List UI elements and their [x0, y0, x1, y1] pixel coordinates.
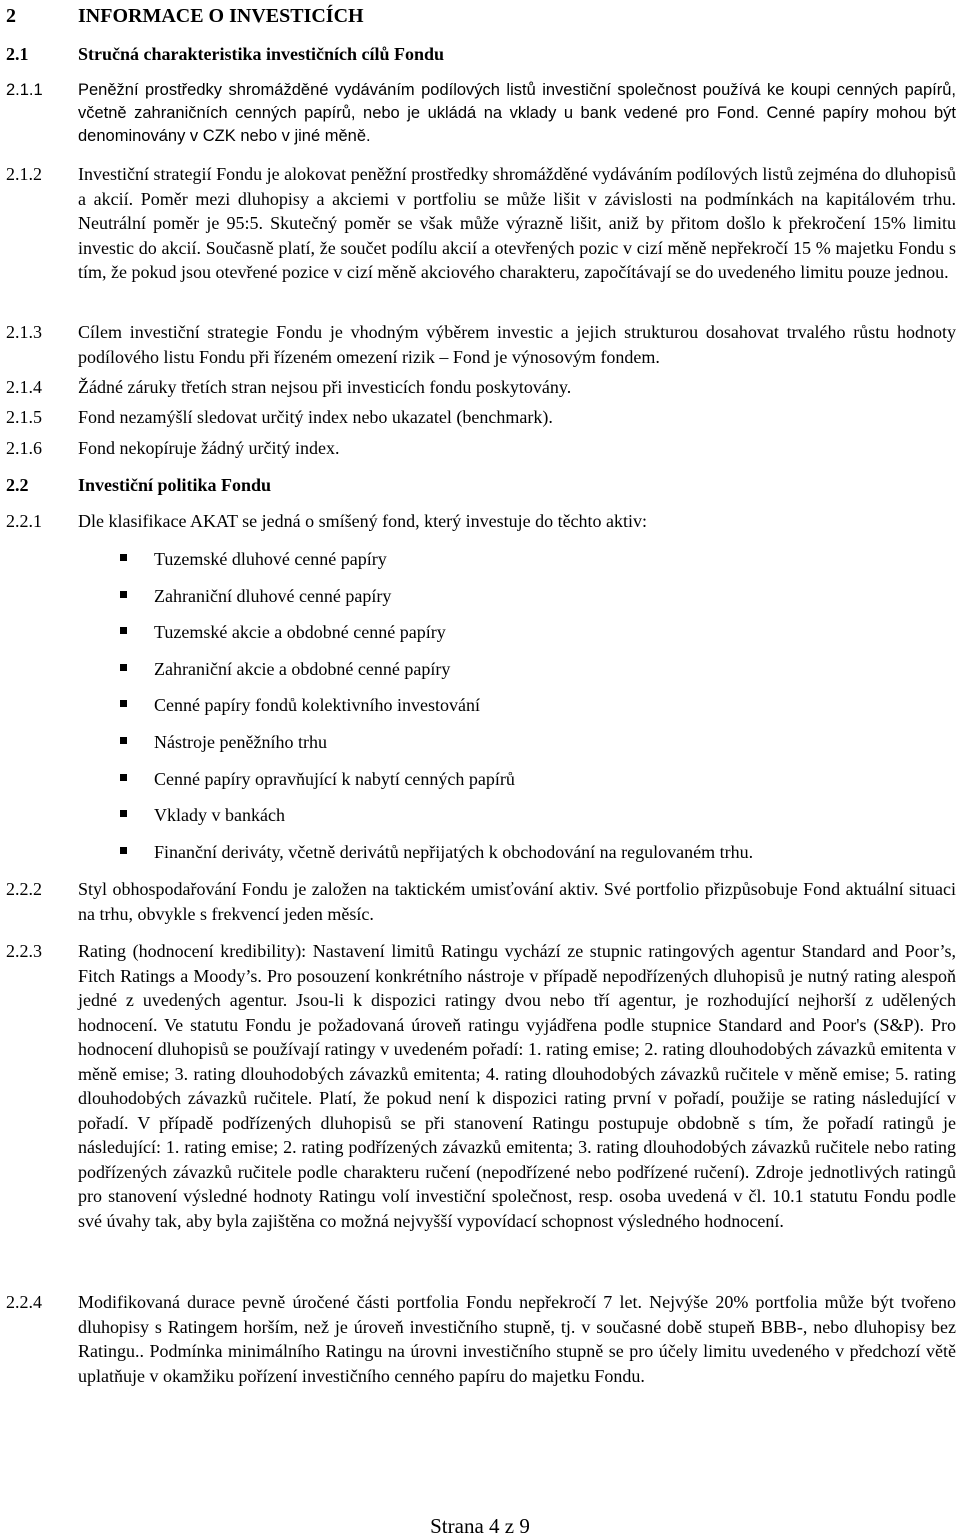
- paragraph-number: 2.1.1: [6, 81, 43, 99]
- list-item: Cenné papíry opravňující k nabytí cenných papírů: [120, 766, 900, 803]
- paragraph-number: 2.1.3: [6, 322, 42, 342]
- paragraph-text: Peněžní prostředky shromážděné vydáváním podílových listů investiční společnost používá ke koupi cenných papírů, včetně zahraničních cenných papírů, nebo je ukládá na vklady u bank vedené pro Fond. Cenné papíry mohou být denominovány v CZK nebo v jiné měně.: [78, 81, 956, 145]
- square-bullet-icon: [120, 664, 127, 671]
- square-bullet-icon: [120, 554, 127, 561]
- list-item: Zahraniční dluhové cenné papíry: [120, 583, 900, 620]
- paragraph-number: 2.2.4: [6, 1292, 42, 1312]
- paragraph-number: 2.1.2: [6, 164, 42, 184]
- list-item: Nástroje peněžního trhu: [120, 729, 900, 766]
- paragraph-2-2-1: [6, 509, 956, 534]
- paragraph-number: 2.1.5: [6, 407, 42, 427]
- paragraph-2-1-2: [6, 162, 956, 285]
- paragraph-text: Rating (hodnocení kredibility): Nastavení limitů Ratingu vychází ze stupnic ratingových agentur Standard and Poor’s, Fitch Ratings a Moody’s. Pro posouzení konkrétního nástroje v případě nepodřízených dluhopisů je nutný rating alespoň jedné z uvedených agentur. Jsou-li k dispozici ratingy dvou nebo tří agentur, je rozhodující nejhorší z udělených hodnocení. Ve statutu Fondu je požadovaná úroveň ratingu vyjádřena podle stupnice Standard and Poor's (S&P). Pro hodnocení dluhopisů se používají ratingy v uvedeném pořadí: 1. rating emise; 2. rating dlouhodobých závazků emitenta v měně emise; 3. rating dlouhodobých závazků emitenta; 4. rating dlouhodobých závazků ručitele v měně emise; 5. rating dlouhodobých závazků ručitele. Platí, že pokud není k dispozici rating první v pořadí, použije se rating následující v pořadí. V případě podřízených dluhopisů se při stanovení Ratingu postupuje obdobně s tím, že pořadí ratingů je následující: 1. rating emise; 2. rating podřízených závazků emitenta; 3. rating dlouhodobých závazků ručitele nebo rating podřízených závazků ručitele podle charakteru ručení (nepodřízené nebo podřízené ručení). Zdroje jednotlivých ratingů pro stanovení výsledné hodnoty Ratingu volí investiční společnost, resp. osoba uvedená v čl. 10.1 statutu Fondu podle své úvahy tak, aby byla zajištěna co možná nejvyšší vypovídací schopnost výsledného hodnocení.: [78, 941, 956, 1231]
- paragraph-text: Cílem investiční strategie Fondu je vhodným výběrem investic a jejich strukturou dosahovat trvalého růstu hodnoty podílového listu Fondu při řízeném omezení rizik – Fond je výnosovým fondem.: [78, 322, 956, 367]
- chapter-title: INFORMACE O INVESTICÍCH: [78, 5, 364, 27]
- square-bullet-icon: [120, 810, 127, 817]
- paragraph-number: 2.2.2: [6, 879, 42, 899]
- section-number: 2.2: [6, 475, 29, 495]
- square-bullet-icon: [120, 737, 127, 744]
- square-bullet-icon: [120, 774, 127, 781]
- list-item: Vklady v bankách: [120, 802, 900, 839]
- paragraph-2-2-2: [6, 877, 956, 926]
- section-title: Stručná charakteristika investičních cílů Fondu: [78, 44, 445, 64]
- section-heading-2-1: [6, 42, 444, 66]
- paragraph-text: Dle klasifikace AKAT se jedná o smíšený fond, který investuje do těchto aktiv:: [78, 511, 648, 531]
- chapter-number: 2: [6, 5, 16, 27]
- paragraph-text: Styl obhospodařování Fondu je založen na taktickém umisťování aktiv. Své portfolio přizpůsobuje Fond aktuální situaci na trhu, obvykle s frekvencí jeden měsíc.: [78, 879, 956, 924]
- section-heading-2-2: [6, 473, 271, 497]
- list-item: Cenné papíry fondů kolektivního investování: [120, 692, 900, 729]
- section-title: Investiční politika Fondu: [78, 475, 272, 495]
- chapter-heading: [6, 4, 364, 28]
- paragraph-text: Investiční strategií Fondu je alokovat peněžní prostředky shromážděné vydáváním podílových listů zejména do dluhopisů a akcií. Poměr mezi dluhopisy a akciemi v portfoliu se může lišit v závislosti na podmínkách na kapitálovém trhu. Neutrální poměr je 95:5. Skutečný poměr se však může výrazně lišit, aniž by přitom došlo k překročení 15% limitu investic do akcií. Současně platí, že součet podílu akcií a otevřených pozic v cizí měně nepřekročí 15 % majetku Fondu s tím, že pokud jsou otevřené pozice v cizí měně akciového charakteru, započítávají se do uvedeného limitu pouze jednou.: [78, 164, 956, 282]
- section-number: 2.1: [6, 44, 29, 64]
- square-bullet-icon: [120, 847, 127, 854]
- page-number-footer: Strana 4 z 9: [430, 1514, 530, 1538]
- paragraph-2-1-6: [6, 436, 956, 461]
- paragraph-2-2-4: [6, 1290, 956, 1388]
- paragraph-2-1-3: [6, 320, 956, 369]
- paragraph-number: 2.1.6: [6, 438, 42, 458]
- list-item: Zahraniční akcie a obdobné cenné papíry: [120, 656, 900, 693]
- list-item: Tuzemské dluhové cenné papíry: [120, 546, 900, 583]
- square-bullet-icon: [120, 700, 127, 707]
- paragraph-number: 2.2.1: [6, 511, 42, 531]
- paragraph-2-1-1: [6, 79, 956, 148]
- paragraph-number: 2.1.4: [6, 377, 42, 397]
- list-item: Tuzemské akcie a obdobné cenné papíry: [120, 619, 900, 656]
- paragraph-text: Fond nekopíruje žádný určitý index.: [78, 438, 340, 458]
- paragraph-text: Žádné záruky třetích stran nejsou při investicích fondu poskytovány.: [78, 377, 572, 397]
- list-item: Finanční deriváty, včetně derivátů nepřijatých k obchodování na regulovaném trhu.: [120, 839, 900, 876]
- paragraph-2-1-5: [6, 405, 956, 430]
- paragraph-2-2-3: [6, 939, 956, 1233]
- paragraph-2-1-4: [6, 375, 956, 400]
- paragraph-number: 2.2.3: [6, 941, 42, 961]
- paragraph-text: Fond nezamýšlí sledovat určitý index nebo ukazatel (benchmark).: [78, 407, 553, 427]
- paragraph-text: Modifikovaná durace pevně úročené části portfolia Fondu nepřekročí 7 let. Nejvýše 20% portfolia může být tvořeno dluhopisy s Ratingem horším, než je úroveň investičního stupně, tj. v současné době stupeň BBB-, nebo dluhopisy bez Ratingu.. Podmínka minimálního Ratingu na úrovni investičního stupně se pro účely limitu uvedeného v předchozí větě uplatňuje v okamžiku pořízení investičního cenného papíru do majetku Fondu.: [78, 1292, 956, 1386]
- square-bullet-icon: [120, 627, 127, 634]
- asset-list: [120, 546, 900, 875]
- square-bullet-icon: [120, 591, 127, 598]
